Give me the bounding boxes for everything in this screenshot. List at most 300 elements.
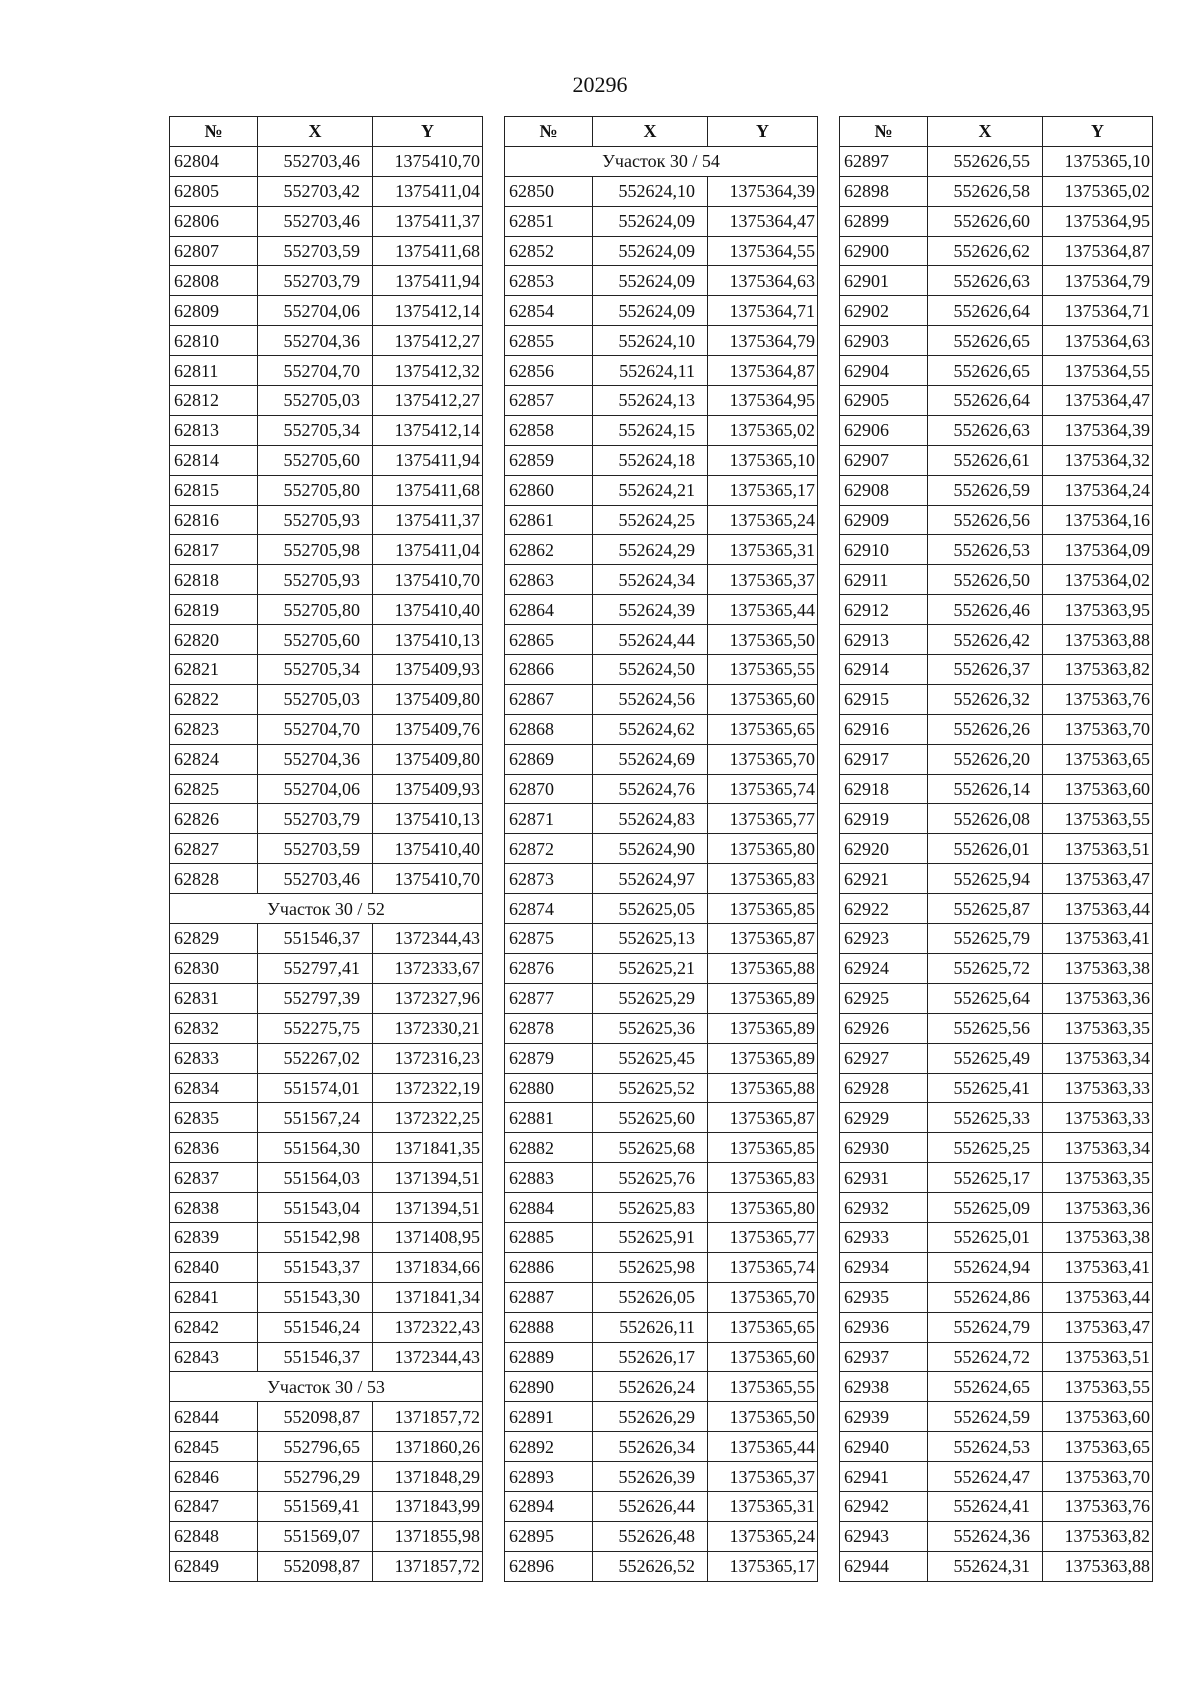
y-coordinate: 1375410,70 — [373, 146, 483, 176]
y-coordinate: 1375363,95 — [1043, 595, 1153, 625]
table-row — [840, 445, 1153, 475]
y-coordinate: 1375411,37 — [373, 505, 483, 535]
x-coordinate: 552625,87 — [928, 894, 1043, 924]
table-row — [170, 804, 483, 834]
x-coordinate: 552705,80 — [258, 595, 373, 625]
x-coordinate: 552626,58 — [928, 176, 1043, 206]
x-coordinate: 552625,13 — [593, 924, 708, 954]
table-row — [840, 1521, 1153, 1551]
table-row — [170, 1432, 483, 1462]
point-number: 62885 — [505, 1222, 593, 1252]
y-coordinate: 1375363,36 — [1043, 1193, 1153, 1223]
table-row — [505, 415, 818, 445]
x-coordinate: 552625,52 — [593, 1073, 708, 1103]
y-coordinate: 1375365,83 — [708, 1163, 818, 1193]
point-number: 62890 — [505, 1372, 593, 1402]
x-coordinate: 551543,04 — [258, 1193, 373, 1223]
table-row — [505, 1103, 818, 1133]
table-body — [170, 146, 483, 1581]
x-coordinate: 552624,31 — [928, 1551, 1043, 1581]
y-coordinate: 1375365,89 — [708, 1013, 818, 1043]
point-number: 62897 — [840, 146, 928, 176]
x-coordinate: 552705,34 — [258, 655, 373, 685]
y-coordinate: 1375364,71 — [1043, 296, 1153, 326]
y-coordinate: 1375365,89 — [708, 1043, 818, 1073]
x-coordinate: 552624,09 — [593, 296, 708, 326]
y-coordinate: 1375411,94 — [373, 445, 483, 475]
y-coordinate: 1375410,13 — [373, 804, 483, 834]
x-coordinate: 552626,62 — [928, 236, 1043, 266]
y-coordinate: 1375363,76 — [1043, 684, 1153, 714]
point-number: 62944 — [840, 1551, 928, 1581]
table-row — [505, 445, 818, 475]
x-coordinate: 551546,24 — [258, 1312, 373, 1342]
y-coordinate: 1375410,40 — [373, 595, 483, 625]
table-row — [505, 1133, 818, 1163]
table-body — [505, 146, 818, 1581]
table-header-row — [840, 117, 1153, 147]
x-coordinate: 552624,09 — [593, 266, 708, 296]
point-number: 62825 — [170, 774, 258, 804]
x-coordinate: 552625,94 — [928, 864, 1043, 894]
table-row — [170, 356, 483, 386]
x-coordinate: 552626,46 — [928, 595, 1043, 625]
y-coordinate: 1375363,70 — [1043, 1462, 1153, 1492]
point-number: 62822 — [170, 684, 258, 714]
point-number: 62850 — [505, 176, 593, 206]
x-coordinate: 552625,56 — [928, 1013, 1043, 1043]
x-coordinate: 552626,08 — [928, 804, 1043, 834]
table-row — [505, 1073, 818, 1103]
table-row — [170, 415, 483, 445]
y-coordinate: 1375365,80 — [708, 834, 818, 864]
point-number: 62847 — [170, 1491, 258, 1521]
x-coordinate: 552626,61 — [928, 445, 1043, 475]
x-coordinate: 552098,87 — [258, 1402, 373, 1432]
point-number: 62865 — [505, 625, 593, 655]
y-coordinate: 1375365,65 — [708, 1312, 818, 1342]
x-coordinate: 551546,37 — [258, 924, 373, 954]
table-row — [170, 266, 483, 296]
x-coordinate: 552705,93 — [258, 565, 373, 595]
point-number: 62894 — [505, 1491, 593, 1521]
x-coordinate: 552625,45 — [593, 1043, 708, 1073]
y-coordinate: 1375363,38 — [1043, 953, 1153, 983]
point-number: 62916 — [840, 714, 928, 744]
x-coordinate: 552624,56 — [593, 684, 708, 714]
table-row — [170, 1133, 483, 1163]
x-coordinate: 552626,37 — [928, 655, 1043, 685]
y-coordinate: 1375364,16 — [1043, 505, 1153, 535]
table-row — [840, 625, 1153, 655]
header-y: Y — [708, 117, 818, 147]
y-coordinate: 1375365,89 — [708, 983, 818, 1013]
y-coordinate: 1375364,09 — [1043, 535, 1153, 565]
table-row — [840, 1551, 1153, 1581]
x-coordinate: 552624,47 — [928, 1462, 1043, 1492]
x-coordinate: 552624,09 — [593, 236, 708, 266]
point-number: 62821 — [170, 655, 258, 685]
y-coordinate: 1375365,50 — [708, 625, 818, 655]
point-number: 62891 — [505, 1402, 593, 1432]
table-row — [170, 535, 483, 565]
x-coordinate: 552625,60 — [593, 1103, 708, 1133]
y-coordinate: 1375365,77 — [708, 1222, 818, 1252]
point-number: 62903 — [840, 326, 928, 356]
y-coordinate: 1375365,70 — [708, 744, 818, 774]
y-coordinate: 1375409,93 — [373, 655, 483, 685]
y-coordinate: 1375363,35 — [1043, 1163, 1153, 1193]
y-coordinate: 1375363,33 — [1043, 1103, 1153, 1133]
x-coordinate: 552267,02 — [258, 1043, 373, 1073]
table-header-row — [170, 117, 483, 147]
point-number: 62812 — [170, 386, 258, 416]
x-coordinate: 552704,06 — [258, 296, 373, 326]
y-coordinate: 1375409,76 — [373, 714, 483, 744]
table-row — [840, 415, 1153, 445]
y-coordinate: 1371860,26 — [373, 1432, 483, 1462]
table-row — [505, 894, 818, 924]
point-number: 62844 — [170, 1402, 258, 1432]
point-number: 62914 — [840, 655, 928, 685]
y-coordinate: 1371841,34 — [373, 1282, 483, 1312]
table-row — [505, 266, 818, 296]
y-coordinate: 1372344,43 — [373, 924, 483, 954]
table-row — [170, 1163, 483, 1193]
table-row — [170, 236, 483, 266]
point-number: 62809 — [170, 296, 258, 326]
x-coordinate: 552705,03 — [258, 684, 373, 714]
header-number: № — [840, 117, 928, 147]
y-coordinate: 1375411,68 — [373, 236, 483, 266]
y-coordinate: 1375364,63 — [708, 266, 818, 296]
table-row — [840, 774, 1153, 804]
x-coordinate: 552624,11 — [593, 356, 708, 386]
table-row — [840, 1491, 1153, 1521]
y-coordinate: 1375365,02 — [1043, 176, 1153, 206]
point-number: 62921 — [840, 864, 928, 894]
x-coordinate: 552626,34 — [593, 1432, 708, 1462]
y-coordinate: 1375365,85 — [708, 1133, 818, 1163]
point-number: 62866 — [505, 655, 593, 685]
point-number: 62938 — [840, 1372, 928, 1402]
point-number: 62893 — [505, 1462, 593, 1492]
y-coordinate: 1375365,70 — [708, 1282, 818, 1312]
x-coordinate: 552626,53 — [928, 535, 1043, 565]
x-coordinate: 552626,63 — [928, 266, 1043, 296]
table-row — [840, 1163, 1153, 1193]
y-coordinate: 1375364,32 — [1043, 445, 1153, 475]
x-coordinate: 552703,79 — [258, 804, 373, 834]
table-row — [840, 1222, 1153, 1252]
point-number: 62874 — [505, 894, 593, 924]
table-row — [505, 983, 818, 1013]
x-coordinate: 552797,39 — [258, 983, 373, 1013]
x-coordinate: 552624,50 — [593, 655, 708, 685]
table-row — [505, 386, 818, 416]
y-coordinate: 1375363,35 — [1043, 1013, 1153, 1043]
y-coordinate: 1371841,35 — [373, 1133, 483, 1163]
y-coordinate: 1375365,24 — [708, 1521, 818, 1551]
table-row — [170, 206, 483, 236]
table-row — [170, 924, 483, 954]
x-coordinate: 552625,49 — [928, 1043, 1043, 1073]
x-coordinate: 552796,29 — [258, 1462, 373, 1492]
y-coordinate: 1375364,39 — [1043, 415, 1153, 445]
x-coordinate: 551574,01 — [258, 1073, 373, 1103]
table-row — [505, 1193, 818, 1223]
table-row — [170, 1252, 483, 1282]
y-coordinate: 1375364,87 — [1043, 236, 1153, 266]
y-coordinate: 1375363,38 — [1043, 1222, 1153, 1252]
point-number: 62900 — [840, 236, 928, 266]
point-number: 62862 — [505, 535, 593, 565]
table-body — [840, 146, 1153, 1581]
y-coordinate: 1375410,13 — [373, 625, 483, 655]
table-row — [840, 1372, 1153, 1402]
point-number: 62846 — [170, 1462, 258, 1492]
x-coordinate: 551564,03 — [258, 1163, 373, 1193]
x-coordinate: 552703,46 — [258, 864, 373, 894]
point-number: 62932 — [840, 1193, 928, 1223]
table-row — [505, 834, 818, 864]
x-coordinate: 552705,60 — [258, 445, 373, 475]
y-coordinate: 1372333,67 — [373, 953, 483, 983]
x-coordinate: 551564,30 — [258, 1133, 373, 1163]
table-row — [505, 1432, 818, 1462]
point-number: 62856 — [505, 356, 593, 386]
table-row — [840, 1432, 1153, 1462]
x-coordinate: 552625,17 — [928, 1163, 1043, 1193]
point-number: 62886 — [505, 1252, 593, 1282]
y-coordinate: 1375365,24 — [708, 505, 818, 535]
table-row — [505, 1491, 818, 1521]
y-coordinate: 1375363,88 — [1043, 625, 1153, 655]
section-title: Участок 30 / 53 — [170, 1372, 483, 1402]
y-coordinate: 1371848,29 — [373, 1462, 483, 1492]
table-row — [840, 744, 1153, 774]
point-number: 62829 — [170, 924, 258, 954]
table-row — [505, 1372, 818, 1402]
x-coordinate: 552624,65 — [928, 1372, 1043, 1402]
point-number: 62937 — [840, 1342, 928, 1372]
point-number: 62930 — [840, 1133, 928, 1163]
point-number: 62920 — [840, 834, 928, 864]
x-coordinate: 552704,36 — [258, 744, 373, 774]
point-number: 62927 — [840, 1043, 928, 1073]
x-coordinate: 552626,05 — [593, 1282, 708, 1312]
table-row — [170, 1193, 483, 1223]
point-number: 62942 — [840, 1491, 928, 1521]
table-row — [840, 983, 1153, 1013]
point-number: 62913 — [840, 625, 928, 655]
table-row — [840, 714, 1153, 744]
table-row — [840, 535, 1153, 565]
y-coordinate: 1375364,55 — [1043, 356, 1153, 386]
x-coordinate: 552626,11 — [593, 1312, 708, 1342]
point-number: 62887 — [505, 1282, 593, 1312]
section-title: Участок 30 / 54 — [505, 146, 818, 176]
y-coordinate: 1375363,47 — [1043, 1312, 1153, 1342]
table-row — [840, 1282, 1153, 1312]
point-number: 62898 — [840, 176, 928, 206]
x-coordinate: 552626,42 — [928, 625, 1043, 655]
y-coordinate: 1375364,02 — [1043, 565, 1153, 595]
table-row — [170, 953, 483, 983]
table-row — [505, 595, 818, 625]
point-number: 62806 — [170, 206, 258, 236]
point-number: 62939 — [840, 1402, 928, 1432]
x-coordinate: 552624,86 — [928, 1282, 1043, 1312]
coordinate-table-1 — [169, 116, 483, 1582]
table-row — [505, 924, 818, 954]
y-coordinate: 1372316,23 — [373, 1043, 483, 1073]
y-coordinate: 1372327,96 — [373, 983, 483, 1013]
x-coordinate: 552624,72 — [928, 1342, 1043, 1372]
y-coordinate: 1375364,95 — [708, 386, 818, 416]
y-coordinate: 1375363,55 — [1043, 1372, 1153, 1402]
point-number: 62902 — [840, 296, 928, 326]
table-row — [170, 505, 483, 535]
table-row — [170, 296, 483, 326]
x-coordinate: 552626,64 — [928, 296, 1043, 326]
point-number: 62855 — [505, 326, 593, 356]
table-row — [170, 1103, 483, 1133]
y-coordinate: 1375364,71 — [708, 296, 818, 326]
x-coordinate: 552624,53 — [928, 1432, 1043, 1462]
y-coordinate: 1375411,94 — [373, 266, 483, 296]
point-number: 62860 — [505, 475, 593, 505]
point-number: 62878 — [505, 1013, 593, 1043]
y-coordinate: 1375412,14 — [373, 415, 483, 445]
x-coordinate: 552624,69 — [593, 744, 708, 774]
x-coordinate: 551567,24 — [258, 1103, 373, 1133]
point-number: 62818 — [170, 565, 258, 595]
x-coordinate: 552626,20 — [928, 744, 1043, 774]
point-number: 62872 — [505, 834, 593, 864]
point-number: 62943 — [840, 1521, 928, 1551]
table-row — [840, 655, 1153, 685]
y-coordinate: 1371408,95 — [373, 1222, 483, 1252]
x-coordinate: 552626,29 — [593, 1402, 708, 1432]
y-coordinate: 1372344,43 — [373, 1342, 483, 1372]
point-number: 62915 — [840, 684, 928, 714]
x-coordinate: 552624,90 — [593, 834, 708, 864]
y-coordinate: 1375364,24 — [1043, 475, 1153, 505]
table-row — [840, 1342, 1153, 1372]
x-coordinate: 552626,56 — [928, 505, 1043, 535]
x-coordinate: 551569,41 — [258, 1491, 373, 1521]
table-row — [840, 505, 1153, 535]
y-coordinate: 1375411,04 — [373, 176, 483, 206]
table-row — [840, 1312, 1153, 1342]
x-coordinate: 552705,80 — [258, 475, 373, 505]
x-coordinate: 552703,59 — [258, 236, 373, 266]
y-coordinate: 1375365,10 — [1043, 146, 1153, 176]
table-row — [170, 445, 483, 475]
section-row — [170, 894, 483, 924]
x-coordinate: 552705,03 — [258, 386, 373, 416]
table-row — [840, 1133, 1153, 1163]
y-coordinate: 1375363,44 — [1043, 1282, 1153, 1312]
x-coordinate: 552703,79 — [258, 266, 373, 296]
table-row — [170, 983, 483, 1013]
y-coordinate: 1375365,60 — [708, 684, 818, 714]
table-row — [505, 1551, 818, 1581]
table-row — [840, 1013, 1153, 1043]
table-row — [170, 864, 483, 894]
x-coordinate: 552625,41 — [928, 1073, 1043, 1103]
point-number: 62832 — [170, 1013, 258, 1043]
point-number: 62811 — [170, 356, 258, 386]
x-coordinate: 552625,09 — [928, 1193, 1043, 1223]
table-row — [170, 1402, 483, 1432]
page-number: 20296 — [572, 72, 628, 97]
y-coordinate: 1372330,21 — [373, 1013, 483, 1043]
table-row — [840, 236, 1153, 266]
header-number: № — [505, 117, 593, 147]
y-coordinate: 1371843,99 — [373, 1491, 483, 1521]
point-number: 62912 — [840, 595, 928, 625]
coordinate-table-2 — [504, 116, 818, 1582]
table-row — [505, 864, 818, 894]
table-row — [840, 176, 1153, 206]
table-row — [840, 924, 1153, 954]
table-row — [170, 1073, 483, 1103]
y-coordinate: 1375363,34 — [1043, 1043, 1153, 1073]
point-number: 62873 — [505, 864, 593, 894]
y-coordinate: 1375412,32 — [373, 356, 483, 386]
x-coordinate: 552624,34 — [593, 565, 708, 595]
point-number: 62871 — [505, 804, 593, 834]
table-row — [505, 1342, 818, 1372]
x-coordinate: 552705,34 — [258, 415, 373, 445]
table-row — [840, 356, 1153, 386]
y-coordinate: 1375363,82 — [1043, 1521, 1153, 1551]
y-coordinate: 1371394,51 — [373, 1193, 483, 1223]
table-row — [840, 1193, 1153, 1223]
y-coordinate: 1375365,37 — [708, 1462, 818, 1492]
point-number: 62817 — [170, 535, 258, 565]
y-coordinate: 1375365,65 — [708, 714, 818, 744]
x-coordinate: 552275,75 — [258, 1013, 373, 1043]
y-coordinate: 1375409,80 — [373, 684, 483, 714]
table-row — [505, 804, 818, 834]
table-row — [505, 236, 818, 266]
table-row — [505, 625, 818, 655]
y-coordinate: 1375409,80 — [373, 744, 483, 774]
y-coordinate: 1375364,95 — [1043, 206, 1153, 236]
y-coordinate: 1375365,55 — [708, 655, 818, 685]
header-x: X — [928, 117, 1043, 147]
point-number: 62940 — [840, 1432, 928, 1462]
point-number: 62888 — [505, 1312, 593, 1342]
table-row — [170, 1043, 483, 1073]
x-coordinate: 552624,13 — [593, 386, 708, 416]
x-coordinate: 552624,10 — [593, 326, 708, 356]
point-number: 62816 — [170, 505, 258, 535]
x-coordinate: 551543,30 — [258, 1282, 373, 1312]
x-coordinate: 552625,01 — [928, 1222, 1043, 1252]
x-coordinate: 552626,48 — [593, 1521, 708, 1551]
y-coordinate: 1375365,10 — [708, 445, 818, 475]
point-number: 62928 — [840, 1073, 928, 1103]
x-coordinate: 552625,33 — [928, 1103, 1043, 1133]
table-row — [840, 804, 1153, 834]
x-coordinate: 552624,83 — [593, 804, 708, 834]
point-number: 62824 — [170, 744, 258, 774]
point-number: 62879 — [505, 1043, 593, 1073]
